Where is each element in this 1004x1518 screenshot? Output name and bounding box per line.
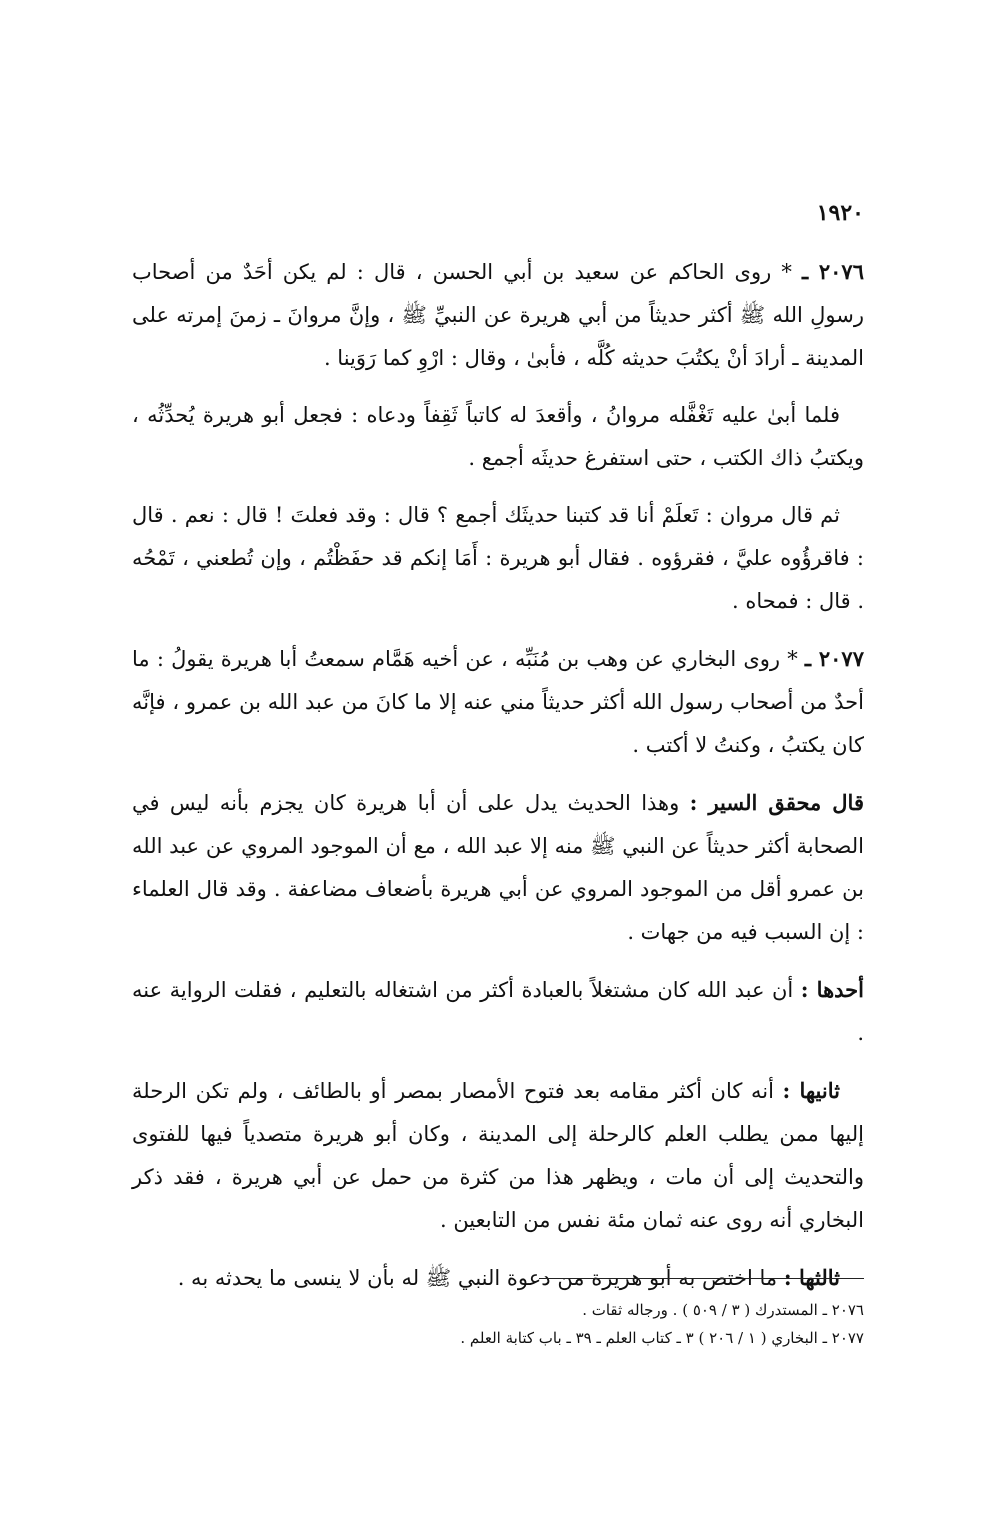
paragraph-text: أن عبد الله كان مشتغلاً بالعبادة أكثر من اشتغاله بالتعليم ، فقلت الرواية عنه . (132, 978, 864, 1045)
footnotes (132, 1296, 864, 1352)
paragraph-text: ما اختص به أبو هريرة من دعوة النبي ﷺ له بأن لا ينسى ما يحدثه به . (177, 1266, 778, 1290)
footnote: ٢٠٧٦ ـ المستدرك ( ٣ / ٥٠٩ ) . ورجاله ثقات . (582, 1301, 864, 1319)
paragraph-reason-1 (132, 968, 864, 1055)
hadith-number: ٢٠٧٦ ـ (801, 259, 864, 284)
paragraph-text: * روى الحاكم عن سعيد بن أبي الحسن ، قال : لم يكن أحَدٌ من أصحاب رسولِ الله ﷺ أكثر حديثاً من أبي هريرة عن النبيِّ ﷺ ، وإنَّ مروانَ ـ زمنَ إمرته على المدينة ـ أرادَ أنْ يكتُبَ حديثه كُلَّه ، فأبىٰ ، وقال : ارْوِ كما رَوَينا . (132, 260, 864, 370)
paragraph-lead: أحدها : (800, 977, 864, 1002)
footnote: ٢٠٧٧ ـ البخاري ( ١ / ٢٠٦ ) ٣ ـ كتاب العلم ـ ٣٩ ـ باب كتابة العلم . (460, 1329, 864, 1347)
main-text (132, 250, 864, 1314)
paragraph-text: وهذا الحديث يدل على أن أبا هريرة كان يجزم بأنه ليس في الصحابة أكثر حديثاً عن النبي ﷺ منه إلا عبد الله ، مع أن الموجود المروي عن عبد الله بن عمرو أقل من الموجود المروي عن أبي هريرة بأضعاف مضاعفة . وقد قال العلماء : إن السبب فيه من جهات . (132, 791, 864, 944)
paragraph-commentary (132, 781, 864, 954)
paragraph-text: ثم قال مروان : تَعلَمْ أنا قد كتبنا حديثَك أجمع ؟ قال : وقد فعلتَ ! قال : نعم . قال : فاقرؤُوه عليَّ ، فقرؤوه . فقال أبو هريرة : أَمَا إنكم قد حفَظْتُم ، وإن تُطعني ، تَمْحُه . قال : فمحاه . (132, 503, 864, 613)
paragraph-reason-2 (132, 1069, 864, 1242)
paragraph-hadith-2076 (132, 250, 864, 380)
paragraph-lead: ثانيها : (782, 1078, 840, 1103)
paragraph-lead: ثالثها : (783, 1265, 840, 1290)
hadith-number: ٢٠٧٧ ـ (804, 646, 864, 671)
footnote-divider (539, 1278, 864, 1279)
paragraph-text: فلما أبىٰ عليه تَغْفَّله مروانُ ، وأقعدَ له كاتباً ثَقِفاً ودعاه : فجعل أبو هريرة يُحدِّثُه ، ويكتبُ ذاك الكتب ، حتى استفرغ حديثَه أجمع . (132, 403, 864, 470)
page-number: ١٩٢٠ (816, 200, 864, 226)
paragraph-lead: قال محقق السير : (689, 790, 864, 815)
paragraph-continuation (132, 394, 864, 480)
paragraph-text: * روى البخاري عن وهب بن مُنَبِّه ، عن أخيه هَمَّام سمعتُ أبا هريرة يقولُ : ما أحدٌ من أصحاب رسول الله أكثر حديثاً مني عنه إلا ما كانَ من عبد الله بن عمرو ، فإنَّه كان يكتبُ ، وكنتُ لا أكتب . (132, 647, 864, 757)
paragraph-continuation (132, 494, 864, 623)
paragraph-text: أنه كان أكثر مقامه بعد فتوح الأمصار بمصر أو بالطائف ، ولم تكن الرحلة إليها ممن يطلب العلم كالرحلة إلى المدينة ، وكان أبو هريرة متصدياً فيها للفتوى والتحديث إلى أن مات ، ويظهر هذا من كثرة من حمل عن أبي هريرة ، فقد ذكر البخاري أنه روى عنه ثمان مئة نفس من التابعين . (132, 1079, 864, 1232)
paragraph-hadith-2077 (132, 637, 864, 767)
